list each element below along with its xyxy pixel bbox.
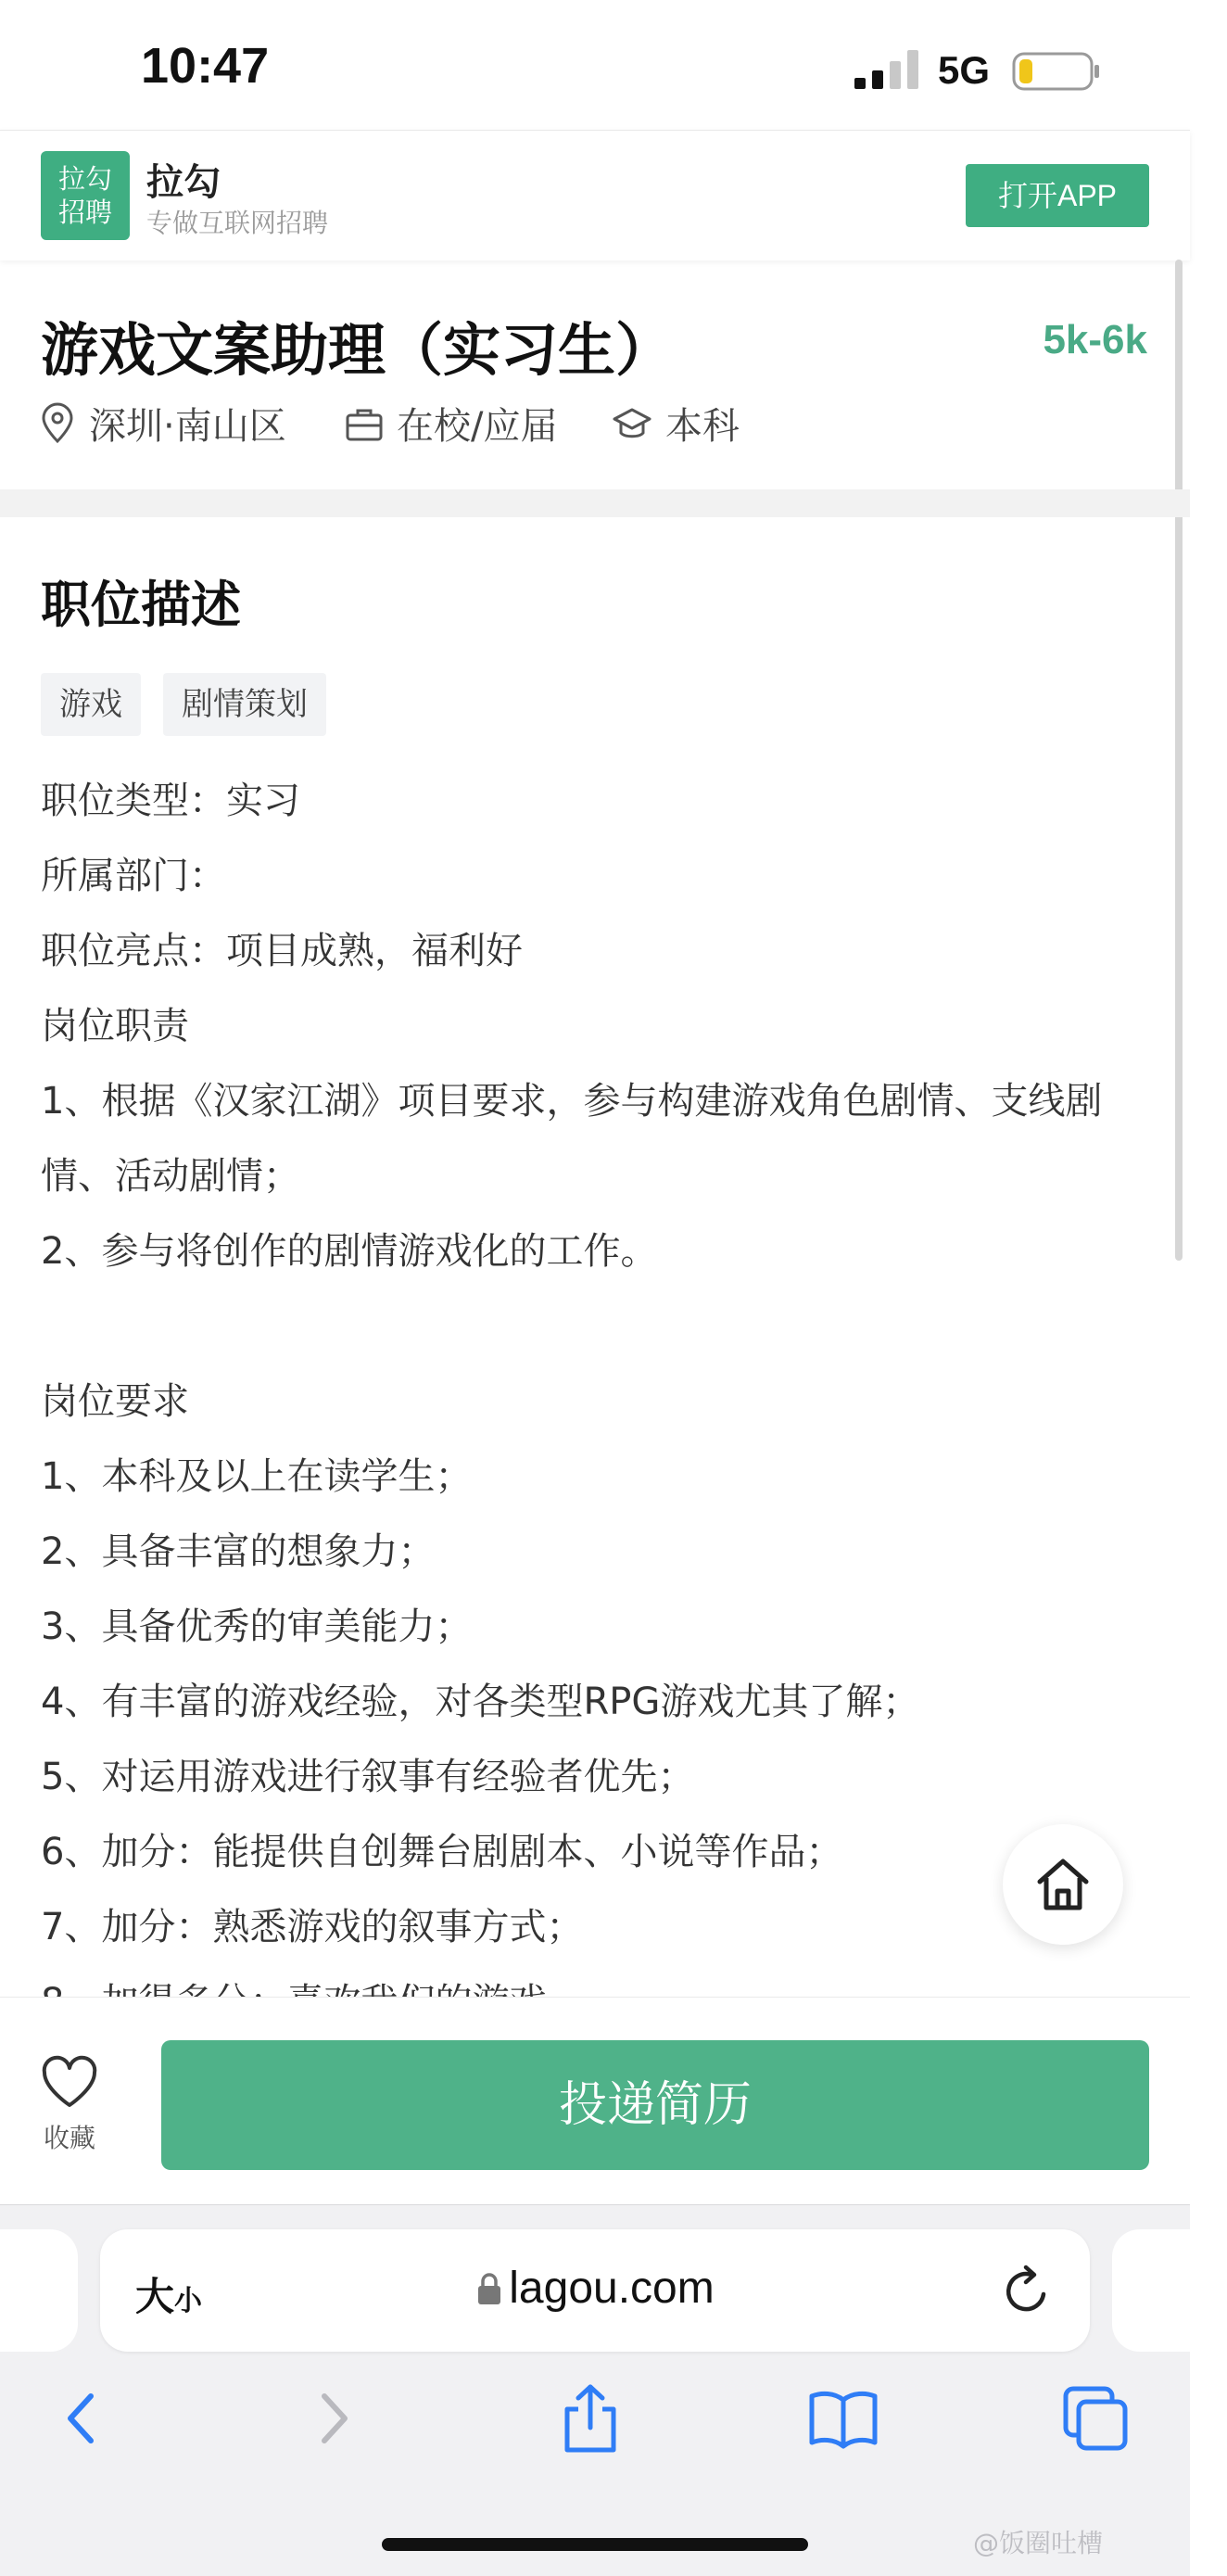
watermark: @饭圈吐槽 [973, 2528, 1104, 2558]
description-line: 3、具备优秀的审美能力； [41, 1605, 473, 1648]
description-line: 4、有丰富的游戏经验，对各类型RPG游戏尤其了解； [41, 1681, 920, 1723]
favorite-button[interactable] [37, 2057, 102, 2155]
lagou-logo [41, 151, 130, 240]
job-education-text: 本科 [665, 405, 740, 448]
description-blank-line [41, 1289, 1153, 1364]
url-display[interactable] [100, 2263, 1090, 2314]
next-tab-preview[interactable] [1112, 2229, 1227, 2352]
section-divider [0, 489, 1190, 517]
job-tag: 剧情策划 [163, 673, 326, 736]
home-indicator[interactable] [382, 2538, 808, 2551]
description-line: 7、加分：熟悉游戏的叙事方式； [41, 1906, 584, 1948]
share-icon[interactable] [556, 2381, 625, 2455]
logo-line-2: 招聘 [57, 197, 112, 228]
job-location-text: 深圳·南山区 [89, 405, 286, 448]
open-app-button[interactable]: 打开APP [966, 164, 1149, 227]
status-time: 10:47 [141, 38, 270, 94]
tabs-icon[interactable] [1058, 2381, 1132, 2455]
forward-button[interactable] [306, 2381, 361, 2455]
back-button[interactable] [54, 2381, 109, 2455]
bookmarks-icon[interactable] [806, 2381, 880, 2455]
browser-toolbar [0, 2204, 1190, 2576]
status-bar [0, 0, 1190, 130]
text-size-small: 小 [174, 2285, 203, 2317]
description-line: 1、根据《汉家江湖》项目要求，参与构建游戏角色剧情、支线剧情、活动剧情； [41, 1080, 1103, 1198]
description-line: 岗位要求 [41, 1380, 189, 1423]
network-type: 5G [938, 48, 991, 92]
description-line: 2、具备丰富的想象力； [41, 1530, 436, 1573]
description-line: 2、参与将创作的剧情游戏化的工作。 [41, 1230, 658, 1273]
previous-tab-preview[interactable] [0, 2229, 78, 2352]
apply-resume-button[interactable]: 投递简历 [161, 2040, 1149, 2170]
home-icon [1032, 1854, 1094, 1915]
description-line: 职位类型：实习 [41, 780, 300, 822]
description-line: 1、本科及以上在读学生； [41, 1455, 473, 1498]
lock-icon [475, 2271, 503, 2306]
job-location [39, 397, 286, 450]
description-line: 6、加分：能提供自创舞台剧剧本、小说等作品； [41, 1831, 843, 1873]
heart-icon [41, 2057, 98, 2109]
cellular-signal-icon [854, 50, 921, 89]
reload-icon[interactable] [1001, 2263, 1053, 2318]
brand-tagline: 专做互联网招聘 [146, 208, 329, 238]
address-bar[interactable] [100, 2229, 1090, 2352]
section-title: 职位描述 [41, 576, 241, 634]
salary: 5k-6k [1043, 317, 1147, 362]
job-experience [345, 397, 557, 450]
logo-line-1: 拉勾 [57, 163, 112, 195]
brand-name: 拉勾 [146, 161, 221, 204]
location-pin-icon [39, 403, 76, 444]
page-scrollbar[interactable] [1175, 260, 1183, 1261]
url-domain-text: lagou.com [509, 2264, 715, 2313]
job-description [41, 764, 1153, 1997]
favorite-label: 收藏 [43, 2123, 95, 2153]
graduation-cap-icon [612, 405, 652, 442]
job-title: 游戏文案助理（实习生） [41, 316, 674, 384]
description-line: 5、对运用游戏进行叙事有经验者优先； [41, 1756, 695, 1798]
home-button[interactable] [1003, 1824, 1123, 1945]
description-line: 岗位职责 [41, 1005, 189, 1047]
description-line: 所属部门： [41, 855, 226, 897]
text-size-big: 大 [135, 2274, 175, 2319]
battery-icon [1012, 52, 1101, 91]
job-tag: 游戏 [41, 673, 141, 736]
briefcase-icon [345, 405, 384, 442]
job-experience-text: 在校/应届 [397, 405, 558, 448]
bottom-action-bar [0, 1997, 1190, 2203]
job-education [612, 397, 740, 450]
description-line: 职位亮点：项目成熟，福利好 [41, 930, 523, 972]
brand-header [0, 130, 1190, 260]
